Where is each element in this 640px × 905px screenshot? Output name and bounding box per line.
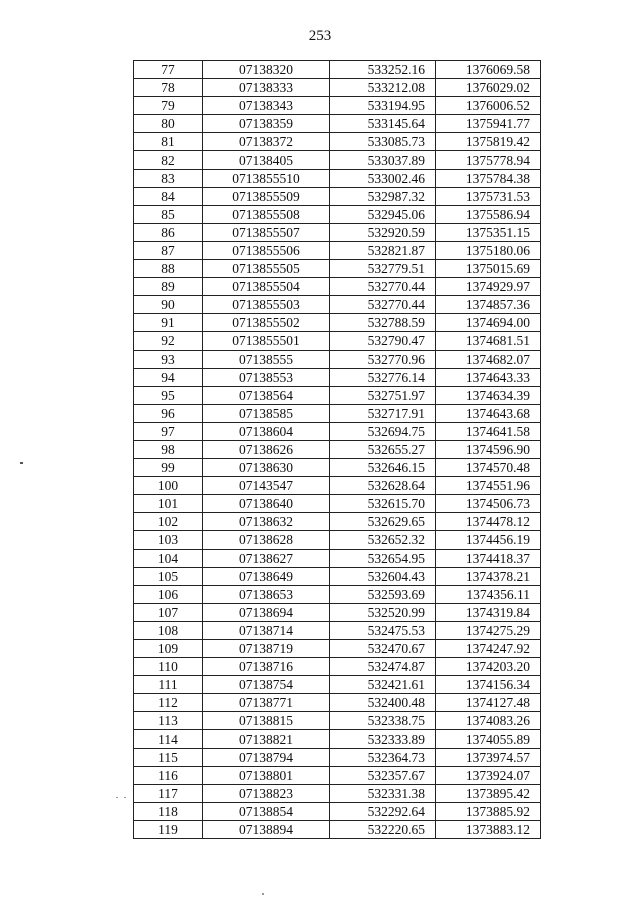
y-coordinate-cell: 1373974.57 xyxy=(436,748,541,766)
x-coordinate-cell: 532629.65 xyxy=(330,513,436,531)
table-row xyxy=(134,422,541,440)
y-coordinate-cell: 1375586.94 xyxy=(436,205,541,223)
point-id-cell: 07138771 xyxy=(203,694,330,712)
row-index-cell: 109 xyxy=(134,640,203,658)
table-row xyxy=(134,97,541,115)
x-coordinate-cell: 532475.53 xyxy=(330,621,436,639)
row-index-cell: 98 xyxy=(134,440,203,458)
y-coordinate-cell: 1373924.07 xyxy=(436,766,541,784)
table-row xyxy=(134,350,541,368)
row-index-cell: 96 xyxy=(134,404,203,422)
table-row xyxy=(134,531,541,549)
point-id-cell: 07138649 xyxy=(203,567,330,585)
table-row xyxy=(134,585,541,603)
row-index-cell: 95 xyxy=(134,386,203,404)
table-body xyxy=(134,61,541,839)
x-coordinate-cell: 532646.15 xyxy=(330,459,436,477)
x-coordinate-cell: 533037.89 xyxy=(330,151,436,169)
y-coordinate-cell: 1375819.42 xyxy=(436,133,541,151)
point-id-cell: 07138754 xyxy=(203,676,330,694)
x-coordinate-cell: 532331.38 xyxy=(330,784,436,802)
x-coordinate-cell: 532333.89 xyxy=(330,730,436,748)
y-coordinate-cell: 1374378.21 xyxy=(436,567,541,585)
table-row xyxy=(134,459,541,477)
table-row xyxy=(134,658,541,676)
y-coordinate-cell: 1374055.89 xyxy=(436,730,541,748)
y-coordinate-cell: 1374694.00 xyxy=(436,314,541,332)
table-row xyxy=(134,712,541,730)
x-coordinate-cell: 533194.95 xyxy=(330,97,436,115)
point-id-cell: 0713855505 xyxy=(203,260,330,278)
y-coordinate-cell: 1374203.20 xyxy=(436,658,541,676)
point-id-cell: 07138372 xyxy=(203,133,330,151)
point-id-cell: 07138854 xyxy=(203,802,330,820)
row-index-cell: 100 xyxy=(134,477,203,495)
point-id-cell: 07138653 xyxy=(203,585,330,603)
row-index-cell: 106 xyxy=(134,585,203,603)
point-id-cell: 0713855504 xyxy=(203,278,330,296)
y-coordinate-cell: 1375778.94 xyxy=(436,151,541,169)
point-id-cell: 07138719 xyxy=(203,640,330,658)
x-coordinate-cell: 532788.59 xyxy=(330,314,436,332)
point-id-cell: 0713855502 xyxy=(203,314,330,332)
point-id-cell: 07138320 xyxy=(203,61,330,79)
row-index-cell: 112 xyxy=(134,694,203,712)
x-coordinate-cell: 533252.16 xyxy=(330,61,436,79)
row-index-cell: 84 xyxy=(134,187,203,205)
scan-speck xyxy=(124,797,126,798)
x-coordinate-cell: 532338.75 xyxy=(330,712,436,730)
point-id-cell: 07138632 xyxy=(203,513,330,531)
point-id-cell: 07138359 xyxy=(203,115,330,133)
y-coordinate-cell: 1376069.58 xyxy=(436,61,541,79)
x-coordinate-cell: 532779.51 xyxy=(330,260,436,278)
table-row xyxy=(134,766,541,784)
x-coordinate-cell: 532655.27 xyxy=(330,440,436,458)
row-index-cell: 77 xyxy=(134,61,203,79)
x-coordinate-cell: 532776.14 xyxy=(330,368,436,386)
point-id-cell: 07138585 xyxy=(203,404,330,422)
row-index-cell: 105 xyxy=(134,567,203,585)
x-coordinate-cell: 532593.69 xyxy=(330,585,436,603)
y-coordinate-cell: 1375180.06 xyxy=(436,241,541,259)
y-coordinate-cell: 1374634.39 xyxy=(436,386,541,404)
row-index-cell: 81 xyxy=(134,133,203,151)
y-coordinate-cell: 1374682.07 xyxy=(436,350,541,368)
row-index-cell: 92 xyxy=(134,332,203,350)
row-index-cell: 94 xyxy=(134,368,203,386)
row-index-cell: 85 xyxy=(134,205,203,223)
y-coordinate-cell: 1374506.73 xyxy=(436,495,541,513)
x-coordinate-cell: 533212.08 xyxy=(330,79,436,97)
y-coordinate-cell: 1374478.12 xyxy=(436,513,541,531)
row-index-cell: 99 xyxy=(134,459,203,477)
table-row xyxy=(134,567,541,585)
row-index-cell: 87 xyxy=(134,241,203,259)
y-coordinate-cell: 1375015.69 xyxy=(436,260,541,278)
x-coordinate-cell: 532751.97 xyxy=(330,386,436,404)
row-index-cell: 103 xyxy=(134,531,203,549)
table-row xyxy=(134,223,541,241)
table-row xyxy=(134,314,541,332)
row-index-cell: 104 xyxy=(134,549,203,567)
x-coordinate-cell: 532770.44 xyxy=(330,296,436,314)
x-coordinate-cell: 532770.96 xyxy=(330,350,436,368)
x-coordinate-cell: 532717.91 xyxy=(330,404,436,422)
row-index-cell: 97 xyxy=(134,422,203,440)
table-row xyxy=(134,748,541,766)
y-coordinate-cell: 1374596.90 xyxy=(436,440,541,458)
y-coordinate-cell: 1375941.77 xyxy=(436,115,541,133)
table-row xyxy=(134,133,541,151)
table-row xyxy=(134,404,541,422)
y-coordinate-cell: 1374551.96 xyxy=(436,477,541,495)
table-row xyxy=(134,241,541,259)
y-coordinate-cell: 1376029.02 xyxy=(436,79,541,97)
table-row xyxy=(134,115,541,133)
x-coordinate-cell: 532920.59 xyxy=(330,223,436,241)
row-index-cell: 113 xyxy=(134,712,203,730)
y-coordinate-cell: 1373885.92 xyxy=(436,802,541,820)
y-coordinate-cell: 1374083.26 xyxy=(436,712,541,730)
y-coordinate-cell: 1374641.58 xyxy=(436,422,541,440)
y-coordinate-cell: 1374643.68 xyxy=(436,404,541,422)
point-id-cell: 07138626 xyxy=(203,440,330,458)
y-coordinate-cell: 1374247.92 xyxy=(436,640,541,658)
table-row xyxy=(134,621,541,639)
table-row xyxy=(134,694,541,712)
point-id-cell: 07138823 xyxy=(203,784,330,802)
y-coordinate-cell: 1373883.12 xyxy=(436,820,541,838)
row-index-cell: 91 xyxy=(134,314,203,332)
y-coordinate-cell: 1375784.38 xyxy=(436,169,541,187)
x-coordinate-cell: 532520.99 xyxy=(330,603,436,621)
table-row xyxy=(134,820,541,838)
y-coordinate-cell: 1374570.48 xyxy=(436,459,541,477)
table-row xyxy=(134,169,541,187)
table-row xyxy=(134,784,541,802)
x-coordinate-cell: 532987.32 xyxy=(330,187,436,205)
row-index-cell: 110 xyxy=(134,658,203,676)
y-coordinate-cell: 1376006.52 xyxy=(436,97,541,115)
y-coordinate-cell: 1374356.11 xyxy=(436,585,541,603)
point-id-cell: 07138343 xyxy=(203,97,330,115)
point-id-cell: 07138553 xyxy=(203,368,330,386)
y-coordinate-cell: 1375731.53 xyxy=(436,187,541,205)
table-row xyxy=(134,440,541,458)
row-index-cell: 117 xyxy=(134,784,203,802)
point-id-cell: 07138630 xyxy=(203,459,330,477)
table-row xyxy=(134,386,541,404)
x-coordinate-cell: 532694.75 xyxy=(330,422,436,440)
x-coordinate-cell: 532945.06 xyxy=(330,205,436,223)
point-id-cell: 07138628 xyxy=(203,531,330,549)
point-id-cell: 07138604 xyxy=(203,422,330,440)
y-coordinate-cell: 1374857.36 xyxy=(436,296,541,314)
scan-speck xyxy=(262,893,264,895)
x-coordinate-cell: 532470.67 xyxy=(330,640,436,658)
table-row xyxy=(134,513,541,531)
point-id-cell: 07138894 xyxy=(203,820,330,838)
row-index-cell: 78 xyxy=(134,79,203,97)
row-index-cell: 86 xyxy=(134,223,203,241)
table-row xyxy=(134,676,541,694)
point-id-cell: 07138815 xyxy=(203,712,330,730)
x-coordinate-cell: 532615.70 xyxy=(330,495,436,513)
point-id-cell: 07138405 xyxy=(203,151,330,169)
x-coordinate-cell: 532654.95 xyxy=(330,549,436,567)
y-coordinate-cell: 1375351.15 xyxy=(436,223,541,241)
x-coordinate-cell: 532220.65 xyxy=(330,820,436,838)
y-coordinate-cell: 1374643.33 xyxy=(436,368,541,386)
table-row xyxy=(134,79,541,97)
table-row xyxy=(134,495,541,513)
x-coordinate-cell: 532628.64 xyxy=(330,477,436,495)
table-row xyxy=(134,205,541,223)
x-coordinate-cell: 533002.46 xyxy=(330,169,436,187)
y-coordinate-cell: 1374418.37 xyxy=(436,549,541,567)
point-id-cell: 0713855509 xyxy=(203,187,330,205)
y-coordinate-cell: 1374275.29 xyxy=(436,621,541,639)
point-id-cell: 07138714 xyxy=(203,621,330,639)
row-index-cell: 114 xyxy=(134,730,203,748)
row-index-cell: 102 xyxy=(134,513,203,531)
table-row xyxy=(134,296,541,314)
x-coordinate-cell: 532474.87 xyxy=(330,658,436,676)
point-id-cell: 07138555 xyxy=(203,350,330,368)
scan-speck xyxy=(116,797,118,798)
table-row xyxy=(134,187,541,205)
x-coordinate-cell: 532400.48 xyxy=(330,694,436,712)
y-coordinate-cell: 1374156.34 xyxy=(436,676,541,694)
x-coordinate-cell: 532421.61 xyxy=(330,676,436,694)
row-index-cell: 90 xyxy=(134,296,203,314)
table-row xyxy=(134,151,541,169)
row-index-cell: 118 xyxy=(134,802,203,820)
point-id-cell: 07138794 xyxy=(203,748,330,766)
row-index-cell: 82 xyxy=(134,151,203,169)
point-id-cell: 07138564 xyxy=(203,386,330,404)
table-row xyxy=(134,603,541,621)
point-id-cell: 07138821 xyxy=(203,730,330,748)
row-index-cell: 89 xyxy=(134,278,203,296)
x-coordinate-cell: 532821.87 xyxy=(330,241,436,259)
y-coordinate-cell: 1374127.48 xyxy=(436,694,541,712)
point-id-cell: 07138640 xyxy=(203,495,330,513)
point-id-cell: 07138627 xyxy=(203,549,330,567)
row-index-cell: 116 xyxy=(134,766,203,784)
y-coordinate-cell: 1373895.42 xyxy=(436,784,541,802)
point-id-cell: 0713855507 xyxy=(203,223,330,241)
point-id-cell: 07138716 xyxy=(203,658,330,676)
point-id-cell: 07138333 xyxy=(203,79,330,97)
point-id-cell: 0713855508 xyxy=(203,205,330,223)
table-row xyxy=(134,332,541,350)
point-id-cell: 07138694 xyxy=(203,603,330,621)
table-row xyxy=(134,278,541,296)
x-coordinate-cell: 532357.67 xyxy=(330,766,436,784)
row-index-cell: 79 xyxy=(134,97,203,115)
table-row xyxy=(134,640,541,658)
point-id-cell: 0713855510 xyxy=(203,169,330,187)
table-row xyxy=(134,549,541,567)
x-coordinate-cell: 533085.73 xyxy=(330,133,436,151)
x-coordinate-cell: 532770.44 xyxy=(330,278,436,296)
table-row xyxy=(134,802,541,820)
row-index-cell: 88 xyxy=(134,260,203,278)
row-index-cell: 115 xyxy=(134,748,203,766)
x-coordinate-cell: 532790.47 xyxy=(330,332,436,350)
y-coordinate-cell: 1374456.19 xyxy=(436,531,541,549)
row-index-cell: 101 xyxy=(134,495,203,513)
row-index-cell: 119 xyxy=(134,820,203,838)
y-coordinate-cell: 1374929.97 xyxy=(436,278,541,296)
row-index-cell: 83 xyxy=(134,169,203,187)
row-index-cell: 108 xyxy=(134,621,203,639)
table-row xyxy=(134,260,541,278)
x-coordinate-cell: 533145.64 xyxy=(330,115,436,133)
y-coordinate-cell: 1374319.84 xyxy=(436,603,541,621)
point-id-cell: 0713855506 xyxy=(203,241,330,259)
point-id-cell: 07138801 xyxy=(203,766,330,784)
point-id-cell: 0713855503 xyxy=(203,296,330,314)
table-row xyxy=(134,368,541,386)
row-index-cell: 93 xyxy=(134,350,203,368)
table-row xyxy=(134,730,541,748)
row-index-cell: 107 xyxy=(134,603,203,621)
y-coordinate-cell: 1374681.51 xyxy=(436,332,541,350)
table-row xyxy=(134,61,541,79)
coordinates-table xyxy=(133,60,541,839)
row-index-cell: 80 xyxy=(134,115,203,133)
x-coordinate-cell: 532292.64 xyxy=(330,802,436,820)
point-id-cell: 07143547 xyxy=(203,477,330,495)
table-row xyxy=(134,477,541,495)
row-index-cell: 111 xyxy=(134,676,203,694)
point-id-cell: 0713855501 xyxy=(203,332,330,350)
x-coordinate-cell: 532604.43 xyxy=(330,567,436,585)
scan-speck xyxy=(20,462,23,464)
x-coordinate-cell: 532652.32 xyxy=(330,531,436,549)
x-coordinate-cell: 532364.73 xyxy=(330,748,436,766)
page-number: 253 xyxy=(308,28,332,44)
